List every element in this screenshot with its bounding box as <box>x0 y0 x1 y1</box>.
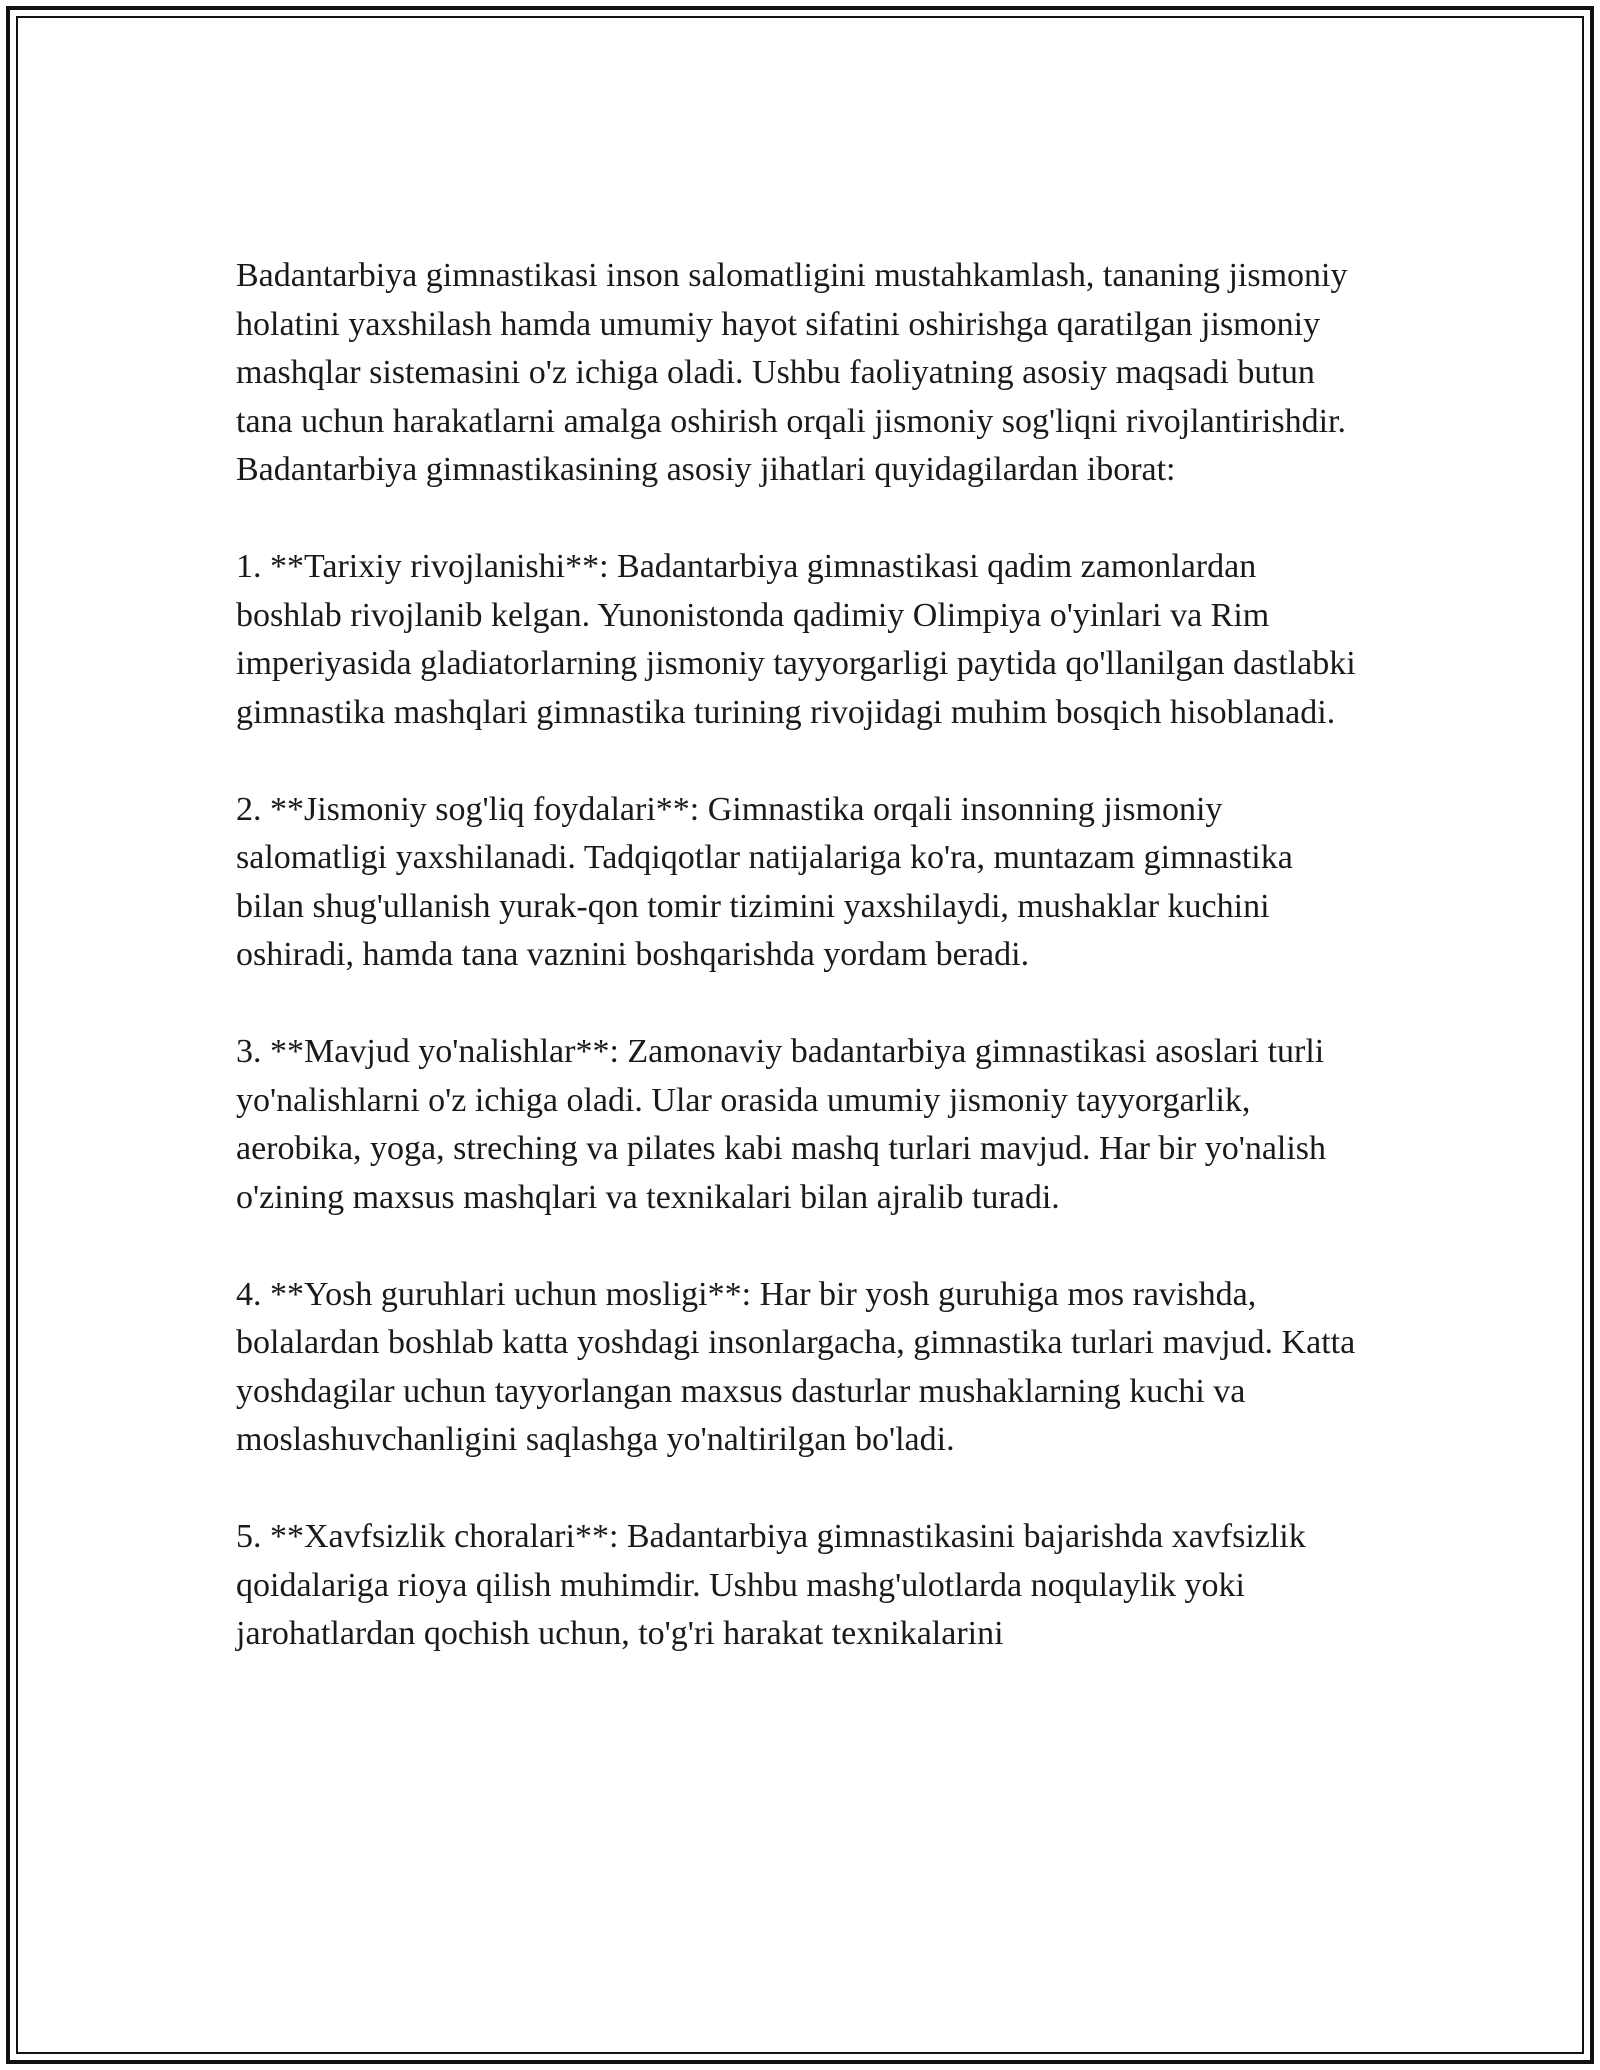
list-item-existing-directions: 3. **Mavjud yo'nalishlar**: Zamonaviy badantarbiya gimnastikasi asoslari turli yo'nalishlarni o'z ichiga oladi. Ular orasida umumiy jismoniy tayyorgarlik, aerobika, yoga, streching va pilates kabi mashq turlari mavjud. Har bir yo'nalish o'zining maxsus mashqlari va texnikalari bilan ajralib turadi. <box>236 1033 1327 1216</box>
list-item-age-groups: 4. **Yosh guruhlari uchun mosligi**: Har bir yosh guruhiga mos ravishda, bolalardan boshlab katta yoshdagi insonlargacha, gimnastika turlari mavjud. Katta yoshdagilar uchun tayyorlangan maxsus dasturlar mushaklarning kuchi va moslashuvchanligini saqlashga yo'naltirilgan bo'ladi. <box>236 1275 1356 1458</box>
list-item-health-benefits: 2. **Jismoniy sog'liq foydalari**: Gimnastika orqali insonning jismoniy salomatligi yaxshilanadi. Tadqiqotlar natijalariga ko'ra, muntazam gimnastika bilan shug'ullanish yurak-qon tomir tizimini yaxshilaydi, mushaklar kuchini oshiradi, hamda tana vaznini boshqarishda yordam beradi. <box>236 790 1293 973</box>
list-item-historical-development: 1. **Tarixiy rivojlanishi**: Badantarbiya gimnastikasi qadim zamonlardan boshlab rivojlanib kelgan. Yunonistonda qadimiy Olimpiya o'yinlari va Rim imperiyasida gladiatorlarning jismoniy tayyorgarligi paytida qo'llanilgan dastlabki gimnastika mashqlari gimnastika turining rivojidagi muhim bosqich hisoblanadi. <box>236 548 1356 731</box>
document-body <box>236 252 1366 1659</box>
list-item-safety-measures: 5. **Xavfsizlik choralari**: Badantarbiya gimnastikasini bajarishda xavfsizlik qoidalariga rioya qilish muhimdir. Ushbu mashg'ulotlarda noqulaylik yoki jarohatlardan qochish uchun, to'g'ri harakat texnikalarini <box>236 1518 1306 1652</box>
intro-paragraph: Badantarbiya gimnastikasi inson salomatligini mustahkamlash, tananing jismoniy holatini yaxshilash hamda umumiy hayot sifatini oshirishga qaratilgan jismoniy mashqlar sistemasini o'z ichiga oladi. Ushbu faoliyatning asosiy maqsadi butun tana uchun harakatlarni amalga oshirish orqali jismoniy sog'liqni rivojlantirishdir. Badantarbiya gimnastikasining asosiy jihatlari quyidagilardan iborat: <box>236 257 1348 488</box>
